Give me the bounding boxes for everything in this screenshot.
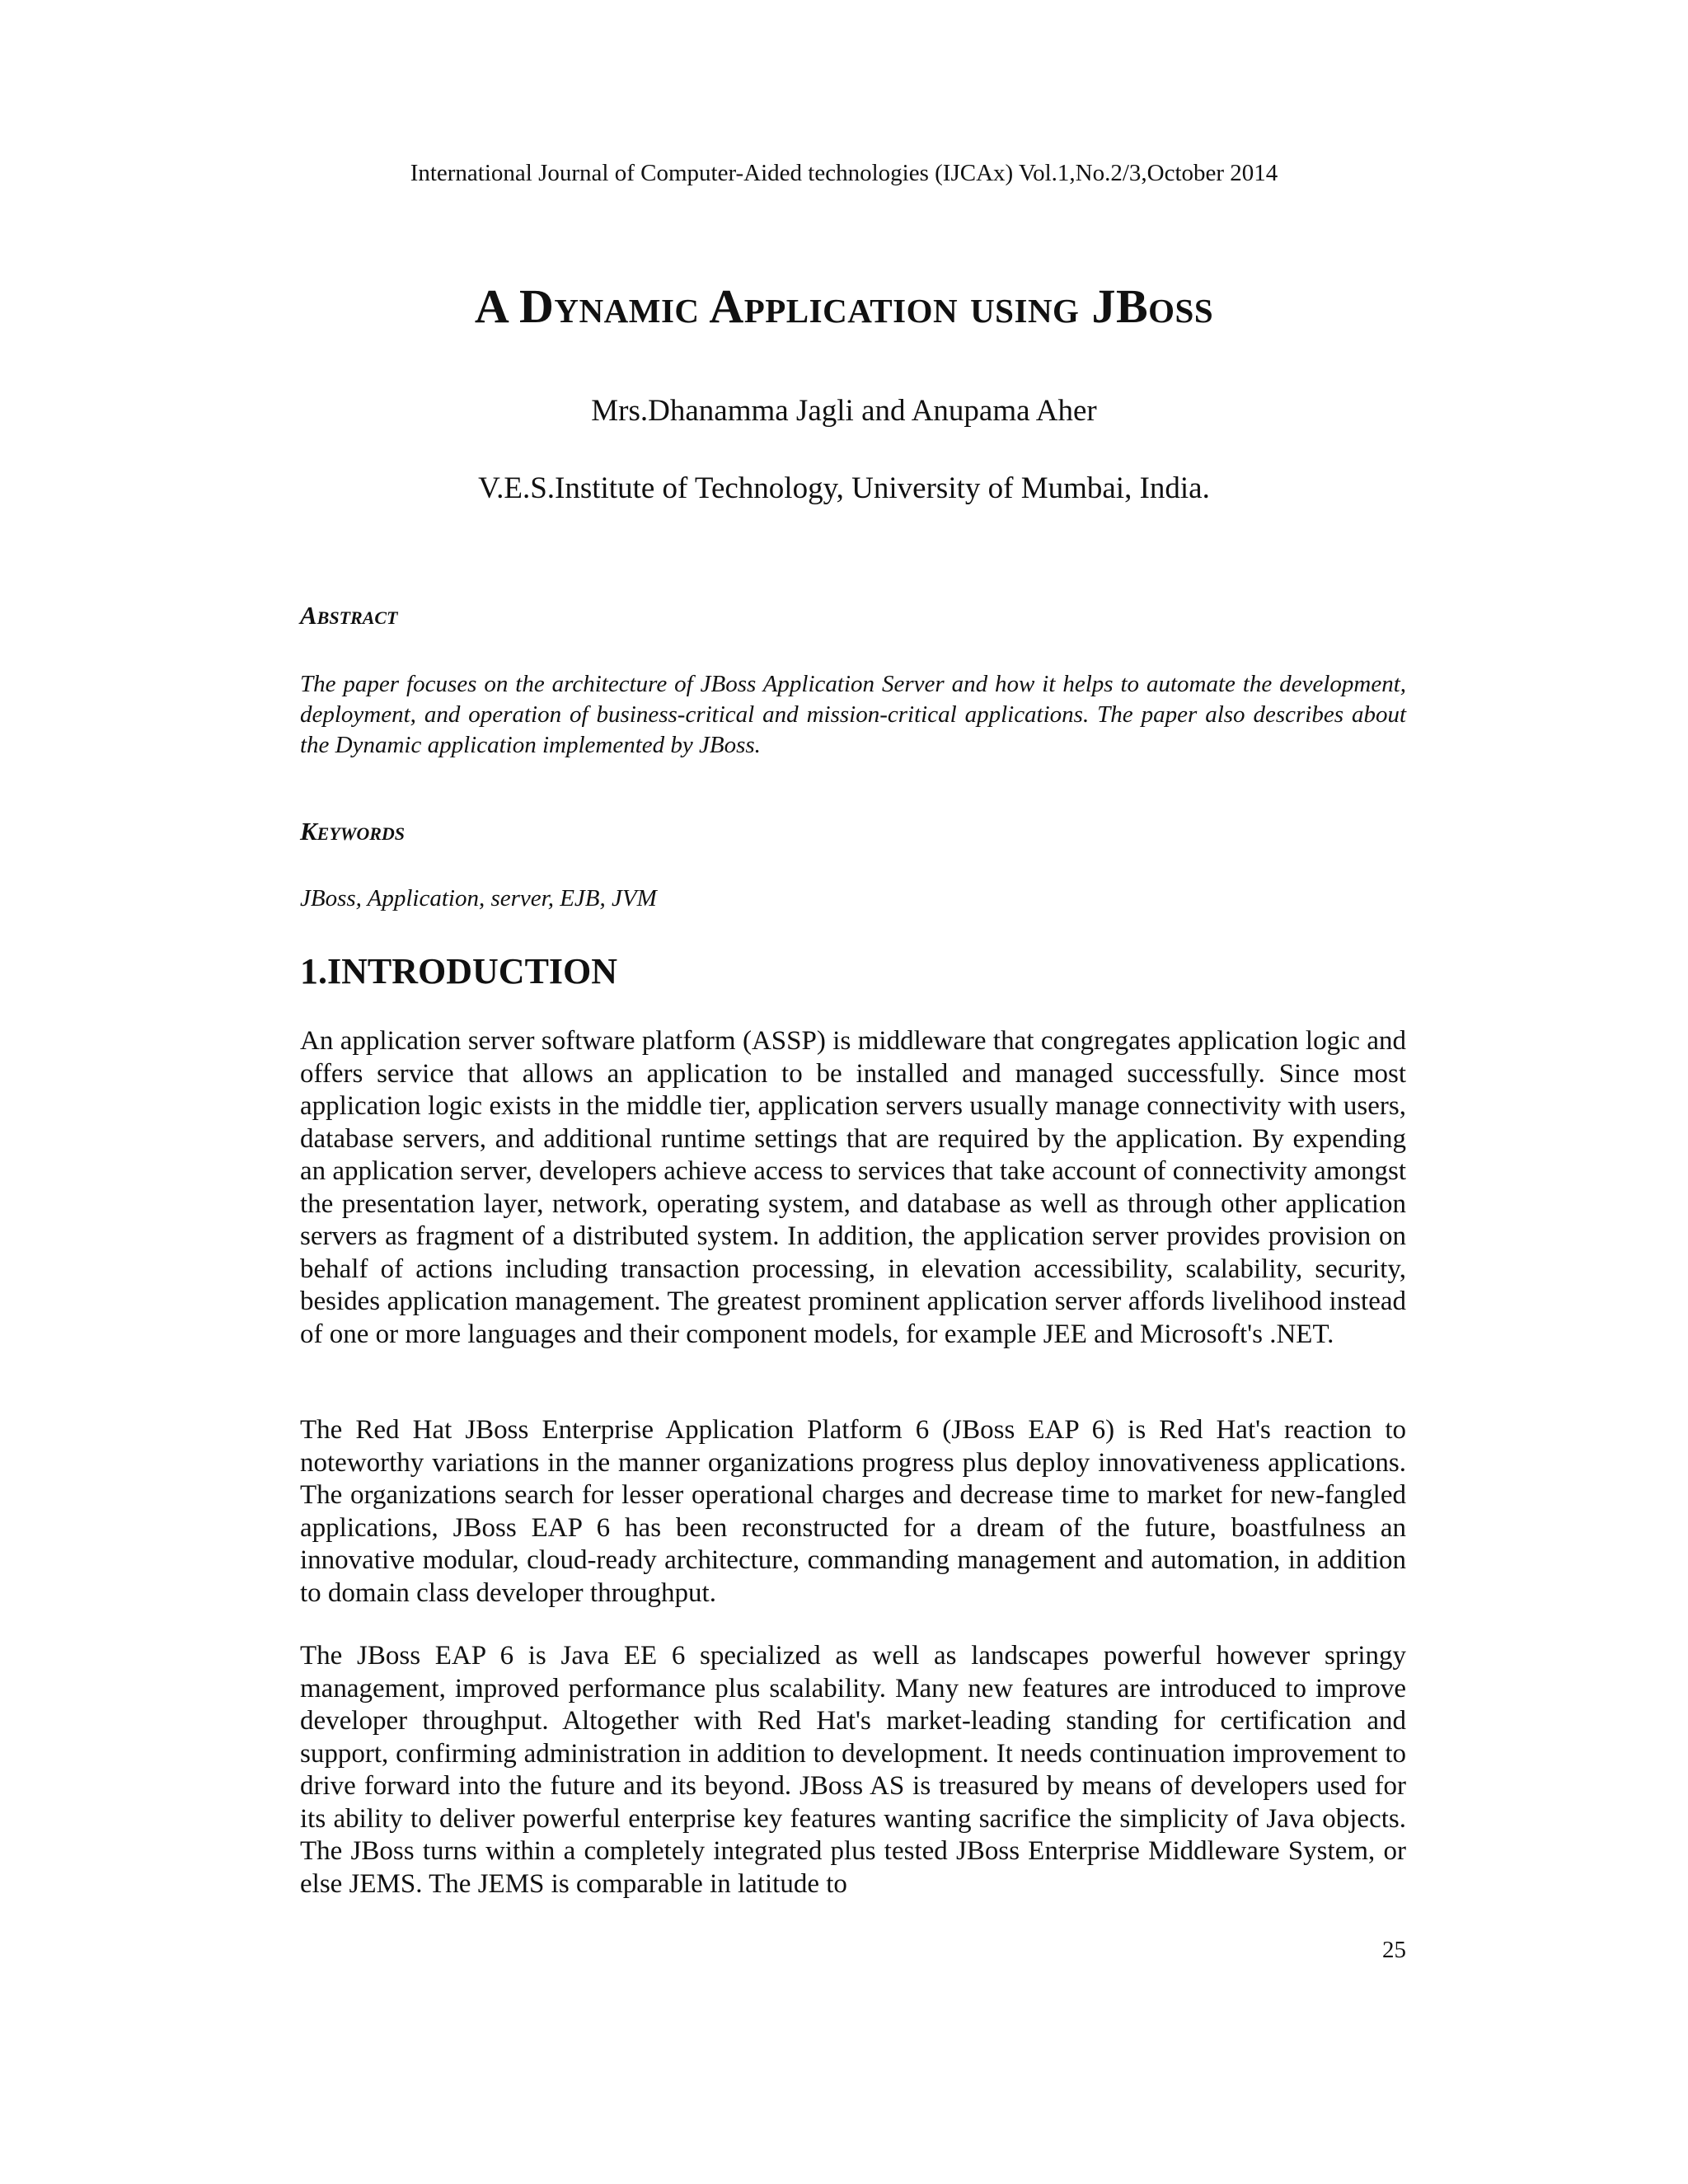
abstract-heading: Abstract: [300, 601, 398, 630]
paper-title: A Dynamic Application using JBoss: [474, 279, 1214, 333]
abstract-text: The paper focuses on the architecture of JBoss Application Server and how it helps to automate the development, deployment, and operation of business-critical and mission-critical applications. The paper also describes about the Dynamic application implemented by JBoss.: [300, 671, 1406, 758]
introduction-paragraph-1: An application server software platform (ASSP) is middleware that congregates application logic and offers service that allows an application to be installed and managed successfully. Since most application logic exists in the middle tier, application servers usually manage connectivity with users, database servers, and additional runtime settings that are required by the application. By expending an application server, developers achieve access to services that take account of connectivity amongst the presentation layer, network, operating system, and database as well as through other application servers as fragment of a distributed system. In addition, the application server provides provision on behalf of actions including transaction processing, in elevation accessibility, scalability, security, besides application management. The greatest prominent application server affords livelihood instead of one or more languages and their component models, for example JEE and Microsoft's .NET.: [300, 1026, 1406, 1349]
keywords-heading: Keywords: [300, 817, 406, 846]
paper-affiliation: V.E.S.Institute of Technology, University of Mumbai, India.: [478, 471, 1210, 505]
keywords-text: JBoss, Application, server, EJB, JVM: [300, 885, 657, 912]
paper-authors: Mrs.Dhanamma Jagli and Anupama Aher: [591, 394, 1097, 428]
introduction-paragraph-3: The JBoss EAP 6 is Java EE 6 specialized as well as landscapes powerful however springy management, improved performance plus scalability. Many new features are introduced to improve developer throughput. Altogether with Red Hat's market-leading standing for certification and support, confirming administration in addition to development. It needs continuation improvement to drive forward into the future and its beyond. JBoss AS is treasured by means of developers used for its ability to deliver powerful enterprise key features wanting sacrifice the simplicity of Java objects. The JBoss turns within a completely integrated plus tested JBoss Enterprise Middleware System, or else JEMS. The JEMS is comparable in latitude to: [300, 1641, 1406, 1899]
journal-header: International Journal of Computer-Aided technologies (IJCAx) Vol.1,No.2/3,October 2014: [410, 160, 1278, 186]
page-number: 25: [1382, 1937, 1406, 1963]
introduction-heading: 1.INTRODUCTION: [300, 951, 618, 991]
introduction-paragraph-2: The Red Hat JBoss Enterprise Application Platform 6 (JBoss EAP 6) is Red Hat's reaction to noteworthy variations in the manner organizations progress plus deploy innovativeness applications. The organizations search for lesser operational charges and decrease time to market for new-fangled applications, JBoss EAP 6 has been reconstructed for a dream of the future, boastfulness an innovative modular, cloud-ready architecture, commanding management and automation, in addition to domain class developer throughput.: [300, 1415, 1406, 1608]
